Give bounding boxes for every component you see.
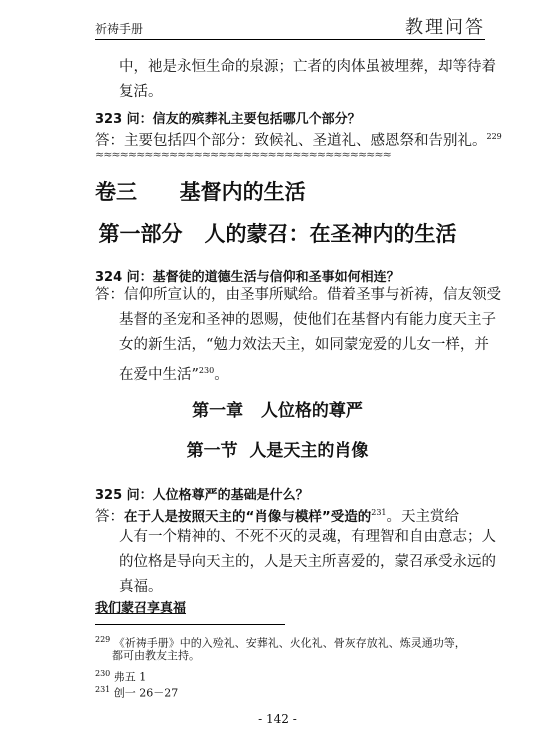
answer-325-prefix: 答： (95, 508, 124, 525)
chapter-heading (0, 396, 555, 421)
footnote-ref-230: 230 (198, 366, 215, 375)
answer-324-line-4-text: 在爱中生活” (119, 366, 199, 383)
running-header-left: 祈祷手册 (95, 22, 144, 36)
footnote-ref-231: 231 (371, 508, 387, 517)
chapter-label: 第一章 (192, 401, 244, 421)
footnote-230-text: 弗五 1 (113, 670, 147, 684)
footnote-231 (95, 682, 178, 702)
volume-label: 卷三 (95, 180, 137, 204)
continuation-line-2: 复活。 (119, 84, 163, 100)
footnote-ref-229: 229 (486, 132, 502, 141)
answer-325-line-4: 真福。 (119, 579, 163, 595)
footnote-rule (95, 624, 285, 625)
volume-heading (95, 176, 306, 206)
page-number: - 142 - (258, 712, 297, 726)
part-title: 人的蒙召：在圣神内的生活 (204, 222, 457, 246)
answer-325-emphasis: 在于人是按照天主的“肖像与模样”受造的 (124, 508, 372, 525)
running-header-right: 教理问答 (405, 17, 485, 38)
footnote-229-text: 《祈祷手册》中的入殓礼、安葬礼、火化礼、骨灰存放礼、炼灵通功等， (113, 636, 466, 650)
answer-325-line-2: 人有一个精神的、不死不灭的灵魂，有理智和自由意志；人 (119, 529, 496, 545)
subheading-blessedness: 我们蒙召享真福 (95, 601, 187, 616)
question-325: 325 问：人位格尊严的基础是什么？ (95, 488, 309, 503)
continuation-line-1: 中，祂是永恒生命的泉源；亡者的肉体虽被埋葬，却等待着 (119, 59, 496, 75)
section-heading (0, 436, 555, 461)
wave-divider: ≈≈≈≈≈≈≈≈≈≈≈≈≈≈≈≈≈≈≈≈≈≈≈≈≈≈≈≈≈≈≈≈≈≈≈≈ (95, 148, 391, 161)
footnote-231-text: 创一 26－27 (113, 686, 179, 700)
answer-324-end: 。 (214, 366, 229, 383)
answer-325-line-1-rest: 。天主赏给 (386, 508, 460, 525)
answer-324-line-4 (119, 358, 229, 388)
part-label: 第一部分 (98, 222, 183, 246)
footnote-230-number: 230 (95, 669, 111, 678)
answer-324-line-1: 答：信仰所宣认的，由圣事所赋给。借着圣事与祈祷，信友领受 (95, 287, 501, 303)
volume-title: 基督内的生活 (179, 180, 306, 204)
answer-323-text: 答：主要包括四个部分：致候礼、圣道礼、感恩祭和告别礼。 (95, 132, 487, 149)
footnote-229-number: 229 (95, 635, 111, 644)
question-324: 324 问：基督徒的道德生活与信仰和圣事如何相连？ (95, 270, 400, 285)
answer-324-line-2: 基督的圣宠和圣神的恩赐，使他们在基督内有能力度天主子 (119, 312, 496, 328)
footnote-229-continued: 都可由教友主持。 (112, 649, 200, 662)
section-title: 人是天主的肖像 (249, 441, 369, 461)
section-label: 第一节 (186, 441, 238, 461)
answer-325-line-3: 的位格是导向天主的，人是天主所喜爱的，蒙召承受永远的 (119, 554, 496, 570)
question-323: 323 问：信友的殡葬礼主要包括哪几个部分？ (95, 112, 361, 127)
footnote-231-number: 231 (95, 685, 111, 694)
header-rule (95, 39, 485, 40)
chapter-title: 人位格的尊严 (260, 401, 363, 421)
part-heading (0, 218, 555, 248)
answer-324-line-3: 女的新生活，“勉力效法天主，如同蒙宠爱的儿女一样，并 (119, 337, 489, 353)
